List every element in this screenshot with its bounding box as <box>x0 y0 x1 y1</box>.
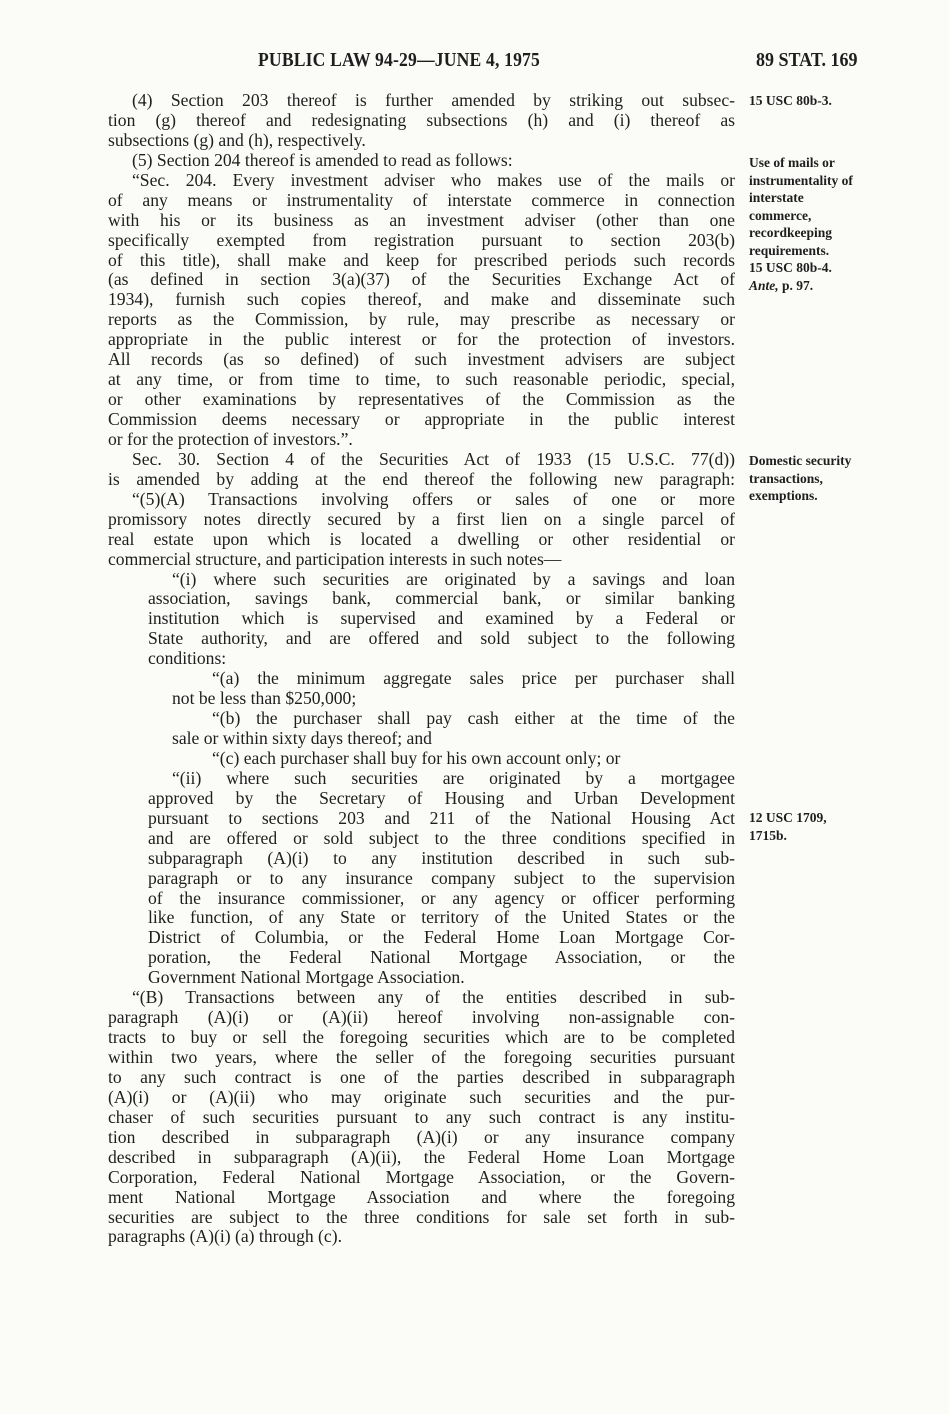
text-line: or for the protection of investors.”. <box>108 428 353 449</box>
margin-note-line: commerce, <box>749 207 812 223</box>
text-line: conditions: <box>148 648 227 669</box>
text-line: and are offered or sold subject to the three conditions specified in <box>148 827 735 848</box>
text-line: subparagraph (A)(i) to any institution described in such sub- <box>148 847 735 868</box>
text-line: poration, the Federal National Mortgage Association, or the <box>148 947 735 968</box>
margin-note-line: 1715b. <box>749 827 787 843</box>
margin-note-line: Domestic security <box>749 453 852 468</box>
text-line: specifically exempted from registration pursuant to section 203(b) <box>108 229 735 250</box>
text-line: with his or its business as an investment adviser (other than one <box>108 209 735 230</box>
margin-note-line <box>749 277 853 295</box>
text-line: ment National Mortgage Association and where the foregoing <box>108 1186 735 1207</box>
text-line: of any means or instrumentality of interstate commerce in connection <box>108 189 735 210</box>
margin-note-citation <box>749 92 832 110</box>
text-line: “(i) where such securities are originated by a savings and loan <box>172 568 735 589</box>
text-line: real estate upon which is located a dwelling or other residential or <box>108 528 735 549</box>
text-line: District of Columbia, or the Federal Home Loan Mortgage Cor- <box>148 927 735 948</box>
text-line: institution which is supervised and examined by a Federal or <box>148 608 735 629</box>
text-line: “(c) each purchaser shall buy for his own account only; or <box>212 747 621 768</box>
statute-page-number: 89 STAT. 169 <box>756 49 858 71</box>
text-line: “(a) the minimum aggregate sales price per purchaser shall <box>212 668 735 689</box>
margin-note-line: transactions, <box>749 470 823 486</box>
text-line: “(5)(A) Transactions involving offers or sales of one or more <box>132 488 735 509</box>
margin-note-line: interstate <box>749 190 804 205</box>
text-line: (5) Section 204 thereof is amended to read as follows: <box>132 149 513 170</box>
margin-note-mails <box>749 154 853 294</box>
text-line: described in subparagraph (A)(ii), the Federal Home Loan Mortgage <box>108 1146 735 1167</box>
text-line: within two years, where the seller of the foregoing securities pursuant <box>108 1047 735 1067</box>
text-line: tracts to buy or sell the foregoing securities which are to be completed <box>108 1027 735 1048</box>
text-line: subsections (g) and (h), respectively. <box>108 129 366 150</box>
text-line: or other examinations by representatives of the Commission as the <box>108 389 735 410</box>
text-line: at any time, or from time to time, to such reasonable periodic, special, <box>108 369 735 390</box>
margin-note-line: 15 USC 80b-4. <box>749 260 832 275</box>
text-line: “(B) Transactions between any of the entities described in sub- <box>132 987 735 1008</box>
text-line: 1934), furnish such copies thereof, and make and disseminate such <box>108 289 735 310</box>
margin-note-housing <box>749 809 827 844</box>
text-line: “(b) the purchaser shall pay cash either at the time of the <box>212 708 735 729</box>
text-line: pursuant to sections 203 and 211 of the National Housing Act <box>148 807 735 828</box>
text-line: not be less than $250,000; <box>172 688 357 709</box>
text-line: to any such contract is one of the parties described in subparagraph <box>108 1066 735 1087</box>
text-line: securities are subject to the three conditions for sale set forth in sub- <box>108 1206 735 1227</box>
text-line: is amended by adding at the end thereof the following new paragraph: <box>108 468 735 489</box>
text-line: of this title), shall make and keep for prescribed periods such records <box>108 249 735 270</box>
text-line: of the insurance commissioner, or any agency or officer performing <box>148 887 735 908</box>
text-line: paragraph (A)(i) or (A)(ii) hereof involving non-assignable con- <box>108 1007 735 1028</box>
text-line: tion described in subparagraph (A)(i) or any insurance company <box>108 1126 735 1147</box>
margin-note-line: recordkeeping <box>749 225 832 240</box>
margin-note-domestic <box>749 452 851 505</box>
text-line: paragraph or to any insurance company subject to the supervision <box>148 867 735 888</box>
margin-note-text: p. 97. <box>778 277 814 293</box>
text-line: like function, of any State or territory of the United States or the <box>148 907 735 928</box>
statute-body <box>108 91 735 1247</box>
text-line: “Sec. 204. Every investment adviser who makes use of the mails or <box>132 169 735 190</box>
text-line: “(ii) where such securities are originated by a mortgagee <box>172 767 735 788</box>
text-line: commercial structure, and participation interests in such notes— <box>108 548 562 569</box>
text-line: appropriate in the public interest or for the protection of investors. <box>108 329 735 350</box>
margin-note-line: instrumentality of <box>749 172 853 188</box>
text-line: Commission deems necessary or appropriate in the public interest <box>108 409 735 429</box>
margin-note-italic: Ante, <box>749 277 779 293</box>
text-line: chaser of such securities pursuant to any such contract is any institu- <box>108 1106 735 1127</box>
text-line: Corporation, Federal National Mortgage Association, or the Govern- <box>108 1166 735 1187</box>
text-line: tion (g) thereof and redesignating subsections (h) and (i) thereof as <box>108 109 735 130</box>
text-line: (A)(i) or (A)(ii) who may originate such securities and the pur- <box>108 1086 735 1107</box>
text-line: promissory notes directly secured by a first lien on a single parcel of <box>108 508 735 529</box>
text-line: Government National Mortgage Association. <box>148 967 465 988</box>
margin-note-line: Use of mails or <box>749 155 835 170</box>
text-line: approved by the Secretary of Housing and Urban Development <box>148 787 735 808</box>
text-line: Sec. 30. Section 4 of the Securities Act of 1933 (15 U.S.C. 77(d)) <box>132 448 735 469</box>
text-line: association, savings bank, commercial bank, or similar banking <box>148 588 735 609</box>
margin-note-line: exemptions. <box>749 488 818 503</box>
text-line: (as defined in section 3(a)(37) of the Securities Exchange Act of <box>108 269 735 290</box>
page-header-title: PUBLIC LAW 94-29—JUNE 4, 1975 <box>258 49 541 71</box>
text-line: All records (as so defined) of such investment advisers are subject <box>108 349 735 370</box>
text-line: sale or within sixty days thereof; and <box>172 728 432 748</box>
text-line: (4) Section 203 thereof is further amended by striking out subsec- <box>132 90 735 110</box>
margin-note-line: 15 USC 80b-3. <box>749 93 832 108</box>
margin-note-line: 12 USC 1709, <box>749 810 827 825</box>
margin-note-line: requirements. <box>749 242 830 258</box>
text-line: State authority, and are offered and sold subject to the following <box>148 628 735 649</box>
text-line: reports as the Commission, by rule, may prescribe as necessary or <box>108 309 735 330</box>
text-line: paragraphs (A)(i) (a) through (c). <box>108 1226 342 1247</box>
